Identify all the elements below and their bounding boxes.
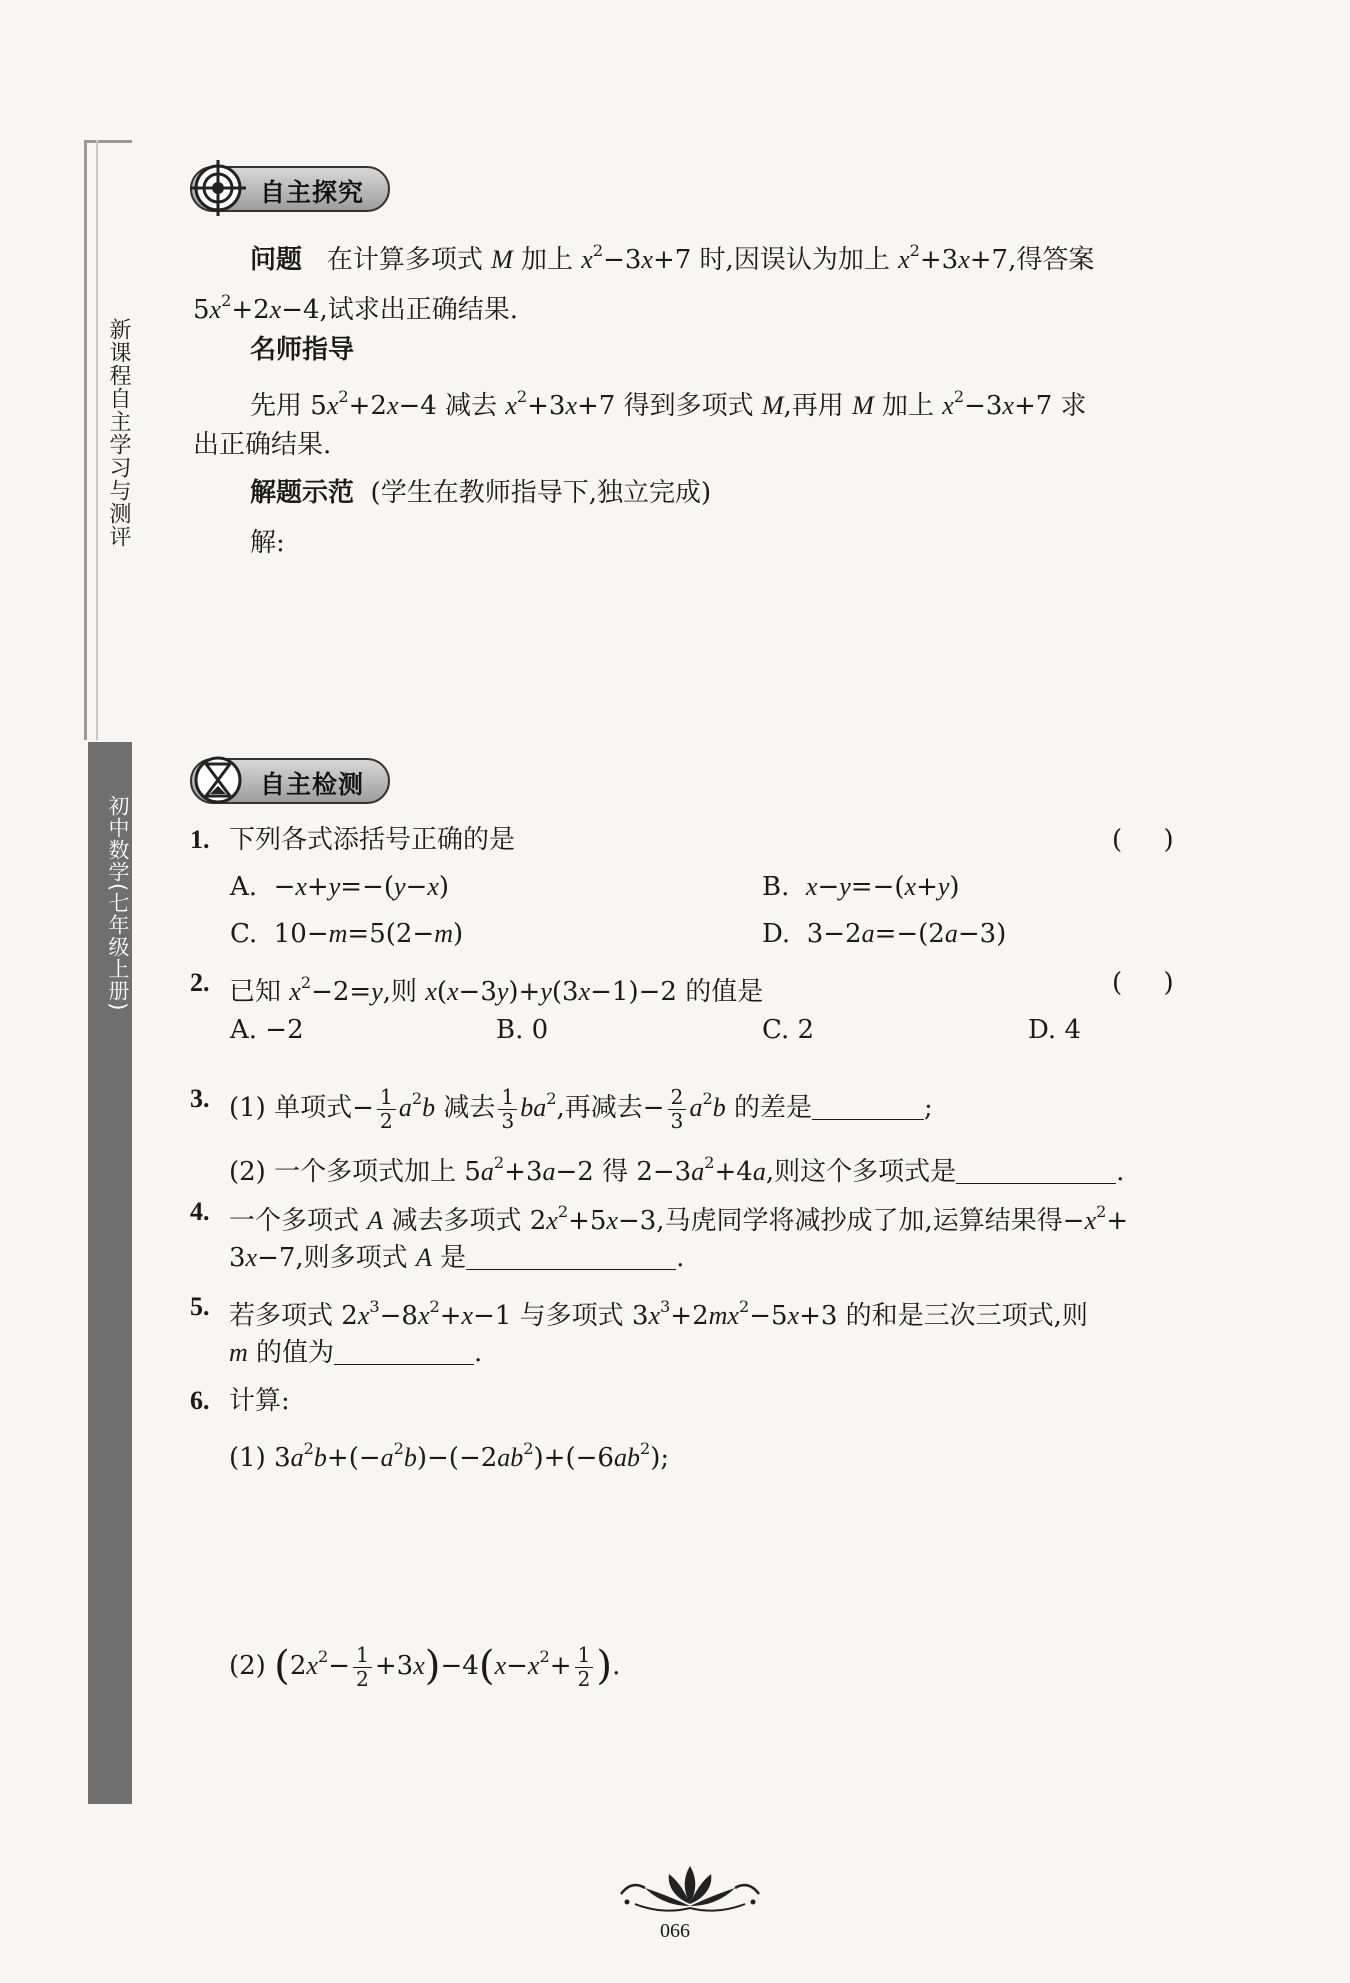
guide-line-2: 出正确结果.: [193, 430, 332, 460]
problem-line-1: 问题 在计算多项式 M 加上 $x^2-3x+7$ 时,因误认为加上 $x^2+3x+7$,得答案: [250, 241, 1095, 276]
side-tab-book-title: 新课程自主学习与测评: [106, 318, 131, 548]
q3-2-answer-blank[interactable]: [956, 1158, 1116, 1184]
q2-number: 2.: [190, 968, 210, 997]
answer-label: 解:: [250, 528, 285, 558]
q2-stem: 已知 $x^2-2=y$,则 x(x−3y)+y(3x−1)−2 的值是: [229, 973, 764, 1008]
problem-label: 问题: [250, 245, 303, 276]
q4-line-1: 一个多项式 A 减去多项式 $2x^2+5x-3$,马虎同学将减抄成了加,运算结果得$-x^2+$: [229, 1202, 1129, 1237]
q5-answer-blank[interactable]: [334, 1339, 474, 1365]
footer-ornament-icon: [615, 1858, 765, 1914]
q3-1-answer-blank[interactable]: [812, 1094, 924, 1120]
q6-number: 6.: [190, 1386, 210, 1415]
guide-label: 名师指导: [250, 335, 355, 365]
q5-line-1: 若多项式 $2x^3-8x^2+x-1$ 与多项式 $3x^3+2mx^2-5x+3$ 的和是三次三项式,则: [229, 1297, 1088, 1332]
section-title-explore: 自主探究: [260, 178, 365, 207]
q4-line-2: 3x−7,则多项式 A 是 .: [229, 1243, 685, 1273]
q5-number: 5.: [190, 1292, 210, 1321]
q1-option-a: A. −x+y=−(y−x): [230, 872, 450, 902]
demo-line: [250, 476, 711, 510]
q4-number: 4.: [190, 1197, 210, 1226]
q2-option-d: D. 4: [1028, 1015, 1081, 1045]
problem-line-2: $5x^2+2x-4$,试求出正确结果.: [193, 291, 519, 326]
q6-part1: (1) $3a^2b+(-a^2b)-(-2ab^2)+(-6ab^2)$;: [229, 1439, 670, 1474]
demo-note: (学生在教师指导下,独立完成): [370, 478, 712, 508]
section-header-check: [190, 758, 390, 804]
section-header-explore: [190, 166, 390, 212]
q1-option-b: B. x−y=−(x+y): [762, 872, 960, 902]
demo-label: 解题示范: [250, 478, 355, 508]
q2-option-a: A. −2: [230, 1015, 304, 1045]
q1-number: 1.: [190, 825, 210, 854]
q5-line-2: m 的值为 .: [229, 1338, 483, 1368]
q3-number: 3.: [190, 1084, 210, 1113]
q3-part1: (1) 单项式− $\frac{1}{2}$ $a^2b$ 减去 $\frac{1}{3}$ $ba^2$,再减去− $\frac{2}{3}$ $a^2b$ 的差是 ;: [229, 1085, 933, 1133]
q3-part2: (2) 一个多项式加上 $5a^2+3a-2$ 得 $2-3a^2+4a$,则这个多项式是 .: [229, 1153, 1125, 1188]
q2-option-b: B. 0: [496, 1015, 549, 1045]
q1-option-c: C. 10−m=5(2−m): [230, 919, 464, 949]
q6-stem: 计算:: [229, 1386, 290, 1416]
hourglass-icon: [188, 750, 248, 810]
q1-answer-blank[interactable]: ( ): [1112, 825, 1174, 855]
q2-answer-blank[interactable]: ( ): [1112, 968, 1174, 998]
q4-answer-blank[interactable]: [466, 1244, 676, 1270]
q1-stem: 下列各式添括号正确的是: [229, 825, 516, 855]
target-icon: [188, 158, 248, 218]
problem-intro: 在计算多项式: [326, 245, 483, 276]
side-tab-subject: 初中数学(七年级上册): [106, 795, 130, 1012]
q1-option-d: D. 3−2a=−(2a−3): [762, 919, 1007, 949]
page-number: 066: [660, 1920, 690, 1942]
section-title-check: 自主检测: [260, 770, 365, 799]
guide-line-1: 先用 $5x^2+2x-4$ 减去 $x^2+3x+7$ 得到多项式 M,再用 M 加上 $x^2-3x+7$ 求: [250, 387, 1087, 422]
q2-option-c: C. 2: [762, 1015, 815, 1045]
q6-part2: (2) ($2x^2-$ $\frac{1}{2}$ $+3x)-4(x-x^2+$ $\frac{1}{2}$ ).: [229, 1641, 621, 1691]
